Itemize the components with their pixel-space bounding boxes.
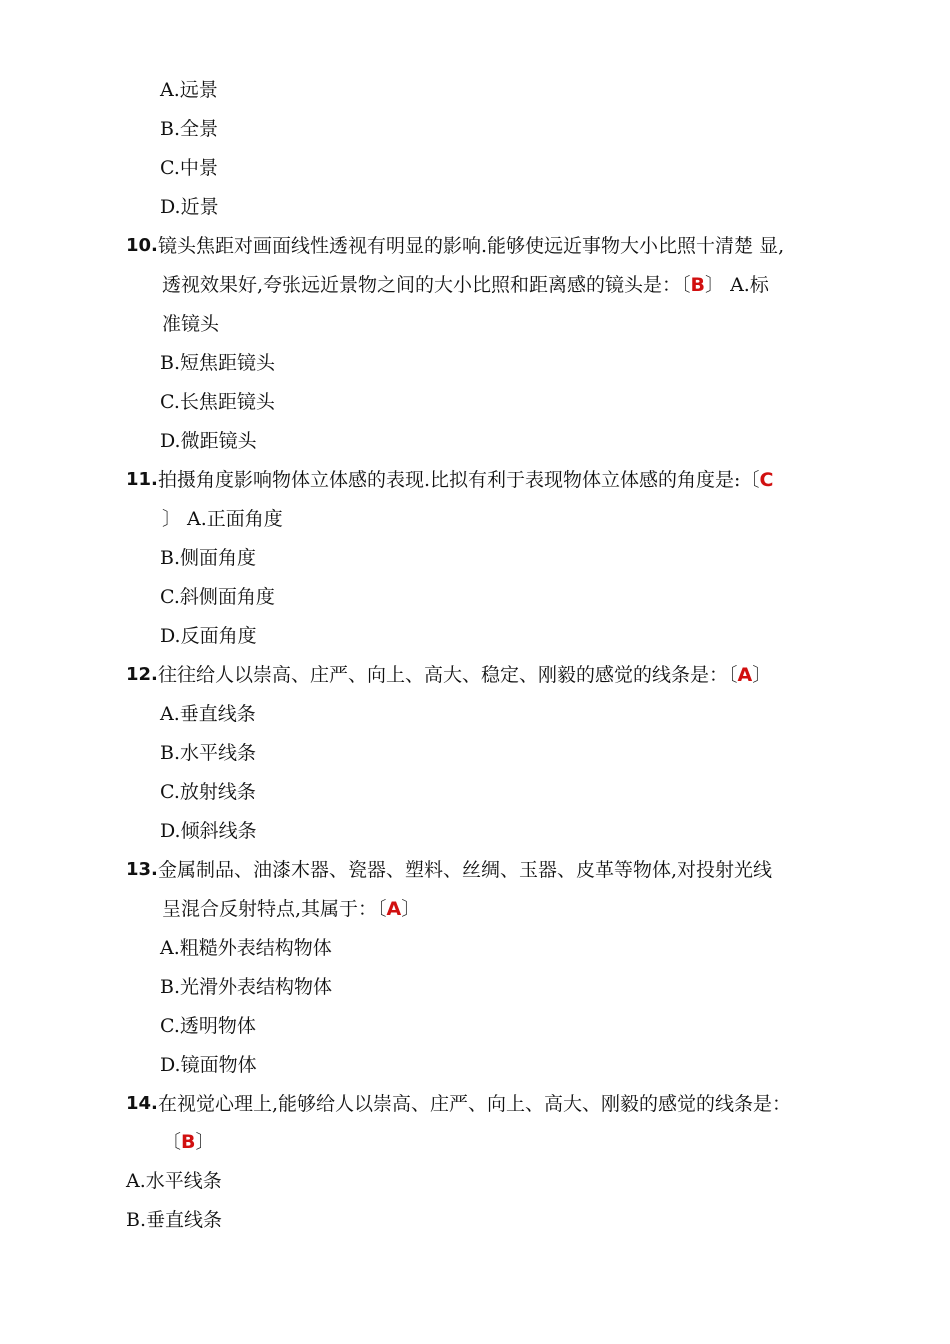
- question-number: 12.: [126, 664, 158, 685]
- question-stem: 镜头焦距对画面线性透视有明显的影响.能够使远近事物大小比照十清楚 显,: [158, 235, 785, 257]
- answer-letter: A: [737, 664, 753, 686]
- option-text: A.水平线条: [126, 1170, 222, 1192]
- option-text: B.垂直线条: [126, 1209, 223, 1231]
- stem-text: 〔: [162, 1131, 182, 1153]
- question-stem-continued: 准镜头: [162, 313, 220, 335]
- option-text: D.反面角度: [160, 625, 257, 647]
- option-text: D.微距镜头: [160, 430, 257, 452]
- question-stem-continued: [162, 1129, 215, 1155]
- question-stem-continued: [162, 272, 769, 298]
- option-text: A.垂直线条: [160, 703, 256, 725]
- option-text: B.光滑外表结构物体: [160, 976, 333, 998]
- answer-letter: A: [386, 898, 402, 920]
- stem-text: 〕: [195, 1131, 215, 1153]
- question-stem: 在视觉心理上,能够给人以崇高、庄严、向上、高大、刚毅的感觉的线条是：: [158, 1093, 792, 1115]
- option-text: D.近景: [160, 196, 219, 218]
- option-text: D.倾斜线条: [160, 820, 257, 842]
- stem-text: 〕: [401, 898, 421, 920]
- stem-text: 〕 A.标: [705, 274, 769, 296]
- answer-letter: B: [181, 1131, 196, 1153]
- answer-letter: B: [690, 274, 706, 296]
- option-text: C.透明物体: [160, 1015, 256, 1037]
- option-text: C.长焦距镜头: [160, 391, 275, 413]
- stem-text: 拍摄角度影响物体立体感的表现.比拟有利于表现物体立体感的角度是:〔: [158, 469, 760, 491]
- stem-text: 透视效果好,夸张远近景物之间的大小比照和距离感的镜头是：〔: [162, 274, 691, 296]
- option-text: B.水平线条: [160, 742, 257, 764]
- question-number: 10.: [126, 235, 158, 256]
- question-stem: [158, 467, 773, 493]
- stem-text: 往往给人以崇高、庄严、向上、高大、稳定、刚毅的感觉的线条是：〔: [158, 664, 738, 686]
- question-stem-continued: 〕 A.正面角度: [162, 508, 283, 530]
- answer-letter: C: [759, 469, 774, 491]
- option-text: C.中景: [160, 157, 218, 179]
- option-text: C.放射线条: [160, 781, 256, 803]
- stem-text: 〕: [752, 664, 772, 686]
- question-stem: 金属制品、油漆木器、瓷器、塑料、丝绸、玉器、皮革等物体,对投射光线: [158, 859, 773, 881]
- option-text: B.侧面角度: [160, 547, 257, 569]
- option-text: B.短焦距镜头: [160, 352, 276, 374]
- question-number: 13.: [126, 859, 158, 880]
- option-text: A.远景: [160, 79, 218, 101]
- question-number: 14.: [126, 1093, 158, 1114]
- option-text: C.斜侧面角度: [160, 586, 275, 608]
- option-text: A.粗糙外表结构物体: [160, 937, 332, 959]
- question-stem: [158, 662, 771, 688]
- question-number: 11.: [126, 469, 158, 490]
- option-text: B.全景: [160, 118, 219, 140]
- option-text: D.镜面物体: [160, 1054, 257, 1076]
- stem-text: 呈混合反射特点,其属于：〔: [162, 898, 387, 920]
- question-stem-continued: [162, 896, 420, 922]
